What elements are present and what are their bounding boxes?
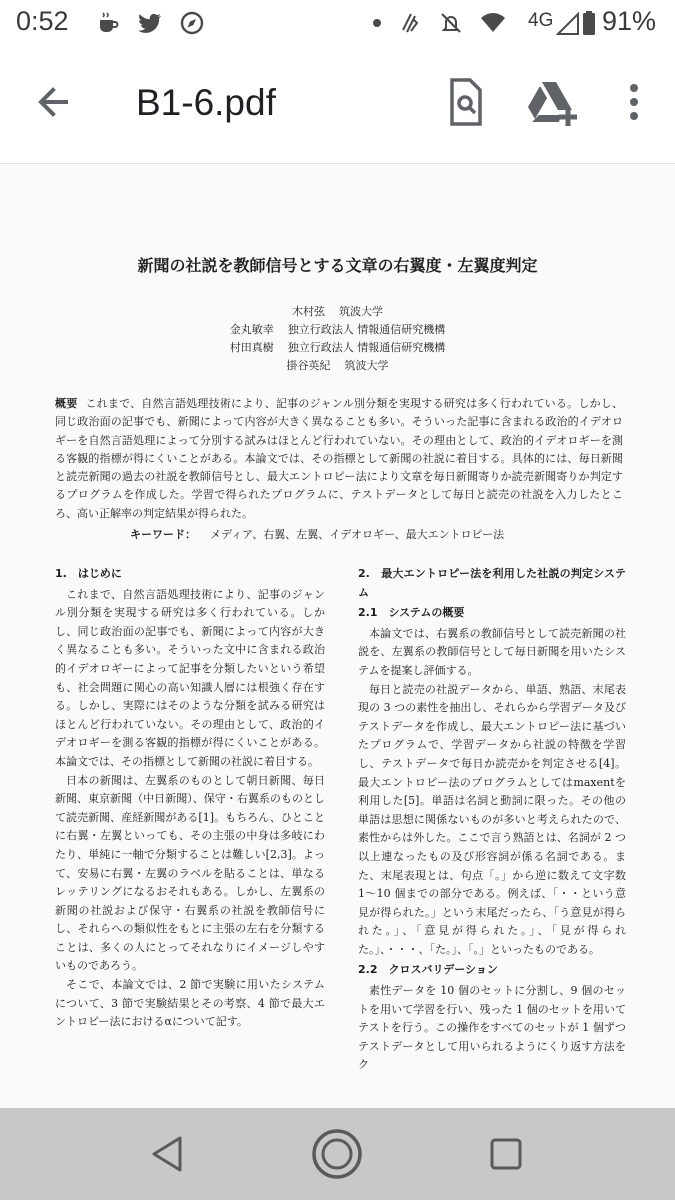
abstract-label: 概要: [55, 397, 78, 410]
mute-icon: [438, 10, 464, 36]
author-list: [0, 303, 675, 375]
back-arrow-icon[interactable]: [26, 74, 82, 130]
paragraph: これまで、自然言語処理技術により、記事のジャンル別分類を実現する研究は多く行われている。しかし、同じ政治面の記事でも、新聞によって内容が大きく異なることも多い。そういった文中に含まれる政治的イデオロギーによって記事を分類したいという希望も、社会問題に関心の高い知識人層には根強く存在する。しかし、実際にはそのような分類を試みる研究はほとんど行われていない。その理由として、政治的イデオロギーを測る客観的指標が得にくいことがある。本論文では、その指標として新聞の社説に着目する。: [55, 587, 325, 768]
author-name: 木村弦: [292, 305, 325, 318]
paragraph: 日本の新聞は、左翼系のものとして朝日新聞、毎日新聞、東京新聞（中日新聞）、保守・右翼系のものとして読売新聞、産経新聞がある[1]。もちろん、ひとことに右翼・左翼といっても、その主張の中身は多岐にわたり、単純に一軸で分類することは難しい[2,3]。よって、安易に右翼・左翼のラベルを貼ることは、単なるレッテリングになるおそれもある。しかし、左翼系の新聞の社説および保守・右翼系の社説を教師信号にし、それらへの類似性をもとに主張の左右を分類することは、多くの人にとってそれなりにイメージしやすいものであろう。: [55, 773, 325, 973]
more-vert-icon[interactable]: [614, 74, 654, 130]
author-name: 掛谷英紀: [286, 359, 331, 372]
compass-icon: [179, 10, 205, 36]
author-affiliation: 独立行政法人 情報通信研究機構: [287, 323, 446, 336]
network-type-label: 4G: [528, 10, 554, 31]
subsection-heading: 2.2 クロスバリデーション: [358, 963, 498, 977]
author-affiliation: 独立行政法人 情報通信研究機構: [287, 341, 446, 354]
pdf-page: [0, 165, 675, 1108]
author-name: 村田真樹: [229, 341, 274, 354]
paragraph: 素性データを 10 個のセットに分割し、9 個のセットを用いて学習を行い、残った 1 個のセットを用いてテストを行う。この操作をすべてのセットが 1 個ずつテストデータとして用いられるようにくり返す方法をク: [358, 984, 626, 1072]
column-left: [55, 565, 325, 1032]
status-bar: [0, 0, 675, 46]
dot-icon: [364, 10, 390, 36]
paper-title: 新聞の社説を教師信号とする文章の右翼度・左翼度判定: [137, 256, 538, 275]
author-affiliation: 筑波大学: [339, 305, 383, 318]
add-to-drive-icon[interactable]: [522, 74, 582, 130]
abstract-text: これまで、自然言語処理技術により、記事のジャンル別分類を実現する研究は多く行われている。しかし、同じ政治面の記事でも、新聞によって内容が大きく異なることも多い。そういった記事に含まれる政治的イデオロギーを自然言語処理によって分別する試みはほとんど行われていない。その理由として、政治的イデオロギーを測る客観的指標が得にくいことがある。本論文では、その指標として新聞の社説に着目する。具体的には、毎日新聞と読売新聞の過去の社説を教師信号とし、最大エントロピー法により文章を毎日新聞寄りか読売新聞寄りか判定するプログラムを作成した。学習で得られたプログラムに、テストデータとして毎日と読売の社説を入力したところ、高い正解率の判定結果が得られた。: [55, 397, 623, 520]
keywords-label: キーワード：: [130, 528, 196, 541]
twitter-icon: [137, 10, 163, 36]
paragraph: 本論文では、右翼系の教師信号として読売新聞の社説を、左翼系の教師信号として毎日新聞を用いたシステムを提案し評価する。: [358, 626, 626, 677]
author-line: [0, 303, 675, 321]
keywords: [130, 526, 630, 542]
coffee-notification-icon: [95, 10, 121, 36]
abstract: [55, 395, 623, 523]
battery-icon: [582, 10, 596, 36]
nfc-icon: [397, 10, 423, 36]
recents-square-icon[interactable]: [480, 1128, 532, 1180]
column-right: [358, 565, 626, 1075]
find-in-page-icon[interactable]: [438, 74, 494, 130]
app-bar: [0, 46, 675, 164]
paragraph: 毎日と読売の社説データから、単語、熟語、末尾表現の 3 つの素性を抽出し、それらから学習データ及びテストデータを作成し、最大エントロピー法に基づいたプログラムで、学習データから社説の特徴を学習し、テストデータで毎日か読売かを判定させる[4]。最大エントロピー法のプログラムとしてはmaxentを利用した[5]。単語は名詞と動詞に限った。その他の単語は思想に関係ないものが多いと考えられたので、素性からは外した。ここで言う熟語とは、名詞が 2 つ以上連なったもの及び形容詞が係る名詞である。また、末尾表現とは、句点「。」から逆に数えて文字数 1〜10 個までの部分である。例えば、「・・という意見が得られた。」という末尾だったら、「う意見が得られた。」、「意見が得られた。」、「見が得られた。」、・・・、「た。」、「。」といったものである。: [358, 682, 626, 956]
navigation-bar: [0, 1108, 675, 1200]
paragraph: そこで、本論文では、2 節で実験に用いたシステムについて、3 節で実験結果とその考察、4 節で最大エントロピー法におけるαについて記す。: [55, 978, 325, 1029]
status-time: 0:52: [16, 6, 69, 36]
home-circle-icon[interactable]: [311, 1128, 363, 1180]
keywords-text: メディア、右翼、左翼、イデオロギー、最大エントロピー法: [210, 528, 505, 541]
signal-icon: [556, 10, 582, 36]
author-line: [0, 357, 675, 375]
section-heading: 1. はじめに: [55, 567, 122, 580]
subsection-heading: 2.1 システムの概要: [358, 606, 465, 620]
author-affiliation: 筑波大学: [344, 359, 389, 372]
file-title: B1-6.pdf: [136, 82, 276, 123]
wifi-icon: [480, 10, 506, 36]
author-line: [0, 321, 675, 339]
author-line: [0, 339, 675, 357]
battery-percent: 91%: [602, 6, 657, 36]
section-heading: 2. 最大エントロピー法を利用した社説の判定システム: [358, 567, 626, 599]
pdf-viewer[interactable]: [0, 165, 675, 1108]
author-name: 金丸敏幸: [229, 323, 274, 336]
back-triangle-icon[interactable]: [142, 1128, 194, 1180]
